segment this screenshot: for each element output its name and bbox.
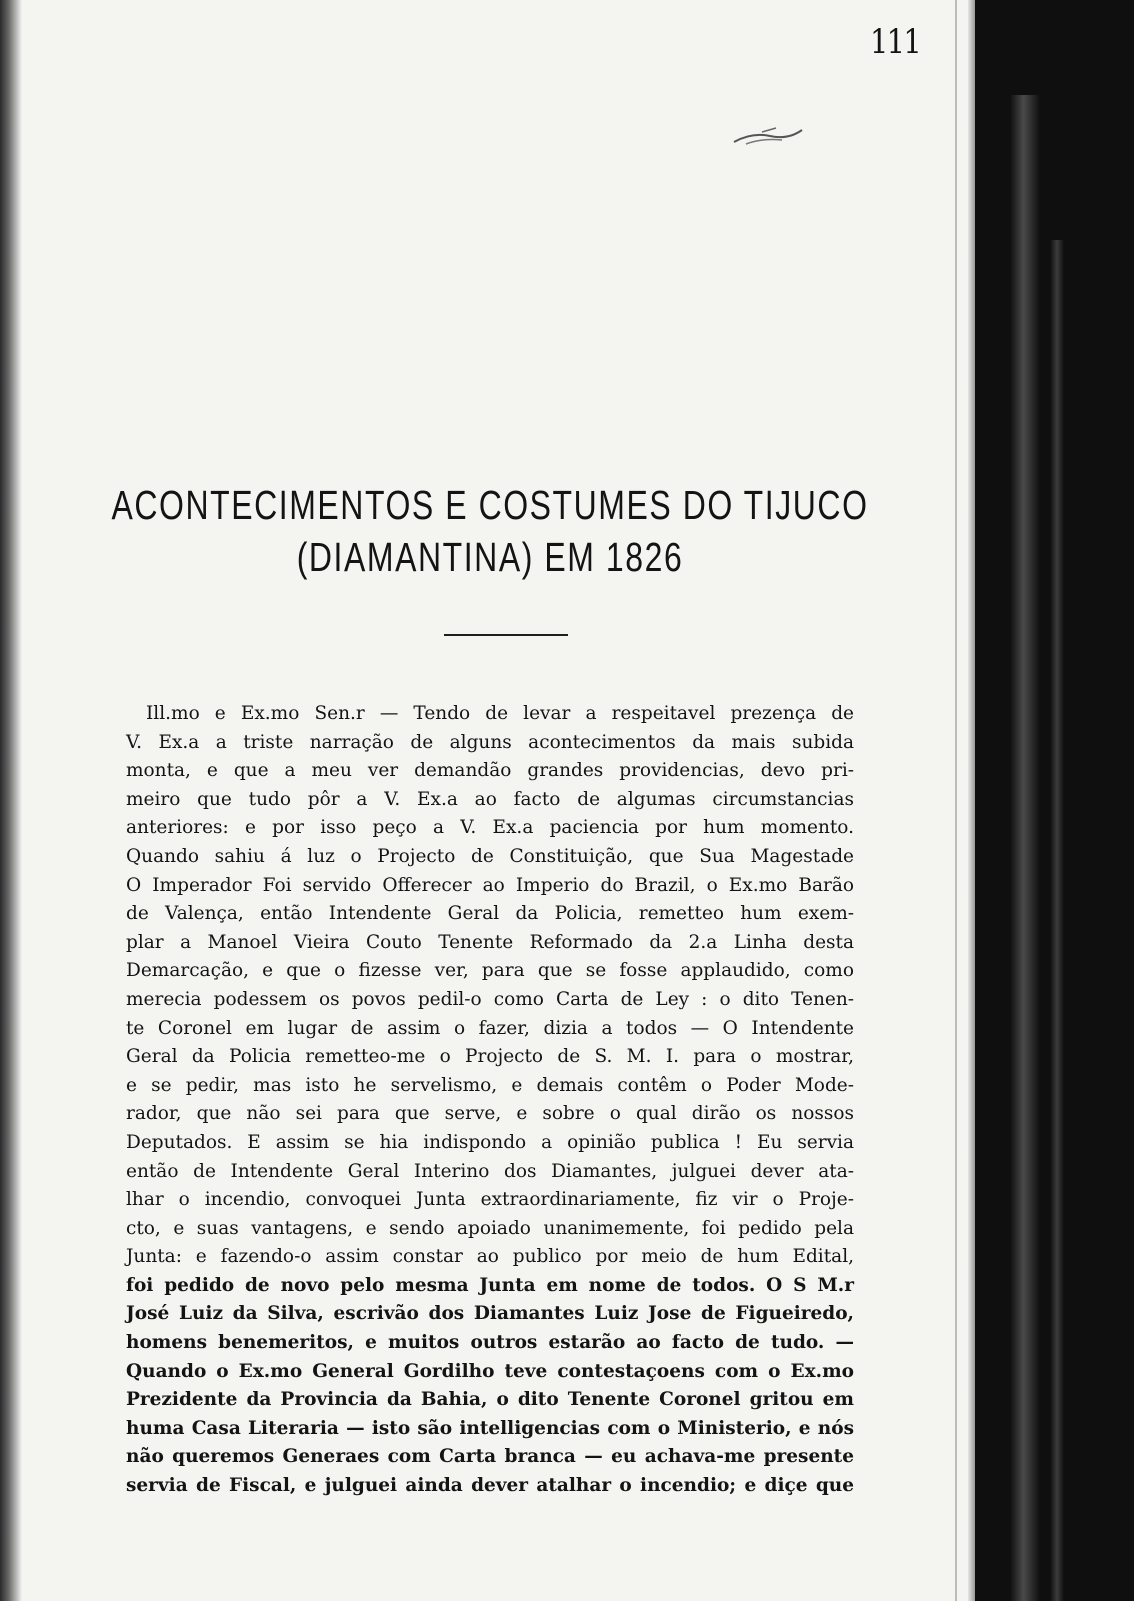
text-line: huma Casa Literaria — isto são intelligencias com o Ministerio, e nós [126, 1417, 854, 1439]
text-line: de Valença, então Intendente Geral da Policia, remetteo hum exem- [126, 903, 854, 925]
text-line: anteriores: e por isso peço a V. Ex.a paciencia por hum momento. [126, 817, 854, 839]
text-line: e se pedir, mas isto he servelismo, e demais contêm o Poder Mode- [126, 1074, 854, 1096]
text-line: lhar o incendio, convoquei Junta extraordinariamente, fiz vir o Proje- [126, 1189, 854, 1211]
text-line: Junta: e fazendo-o assim constar ao publico por meio de hum Edital, [126, 1246, 854, 1268]
text-line: Deputados. E assim se hia indispondo a opinião publica ! Eu servia [126, 1131, 854, 1153]
text-line: Geral da Policia remetteo-me o Projecto de S. M. I. para o mostrar, [126, 1046, 854, 1068]
text-line: então de Intendente Geral Interino dos Diamantes, julguei dever ata- [126, 1160, 854, 1182]
text-line: Prezidente da Provincia da Bahia, o dito Tenente Coronel gritou em [126, 1389, 854, 1411]
text-line: plar a Manoel Vieira Couto Tenente Reformado da 2.a Linha desta [126, 931, 854, 953]
text-line: meiro que tudo pôr a V. Ex.a ao facto de algumas circumstancias [126, 788, 854, 810]
text-line: O Imperador Foi servido Offerecer ao Imperio do Brazil, o Ex.mo Barão [126, 874, 854, 896]
text-line: Ill.mo e Ex.mo Sen.r — Tendo de levar a respeitavel prezença de [146, 703, 854, 724]
text-line: não queremos Generaes com Carta branca — eu achava-me presente [126, 1446, 854, 1468]
binding-strip-inner [1050, 240, 1064, 1601]
text-line: José Luiz da Silva, escrivão dos Diamantes Luiz Jose de Figueiredo, [126, 1303, 854, 1325]
text-line: te Coronel em lugar de assim o fazer, dizia a todos — O Intendente [126, 1017, 854, 1039]
title-rule [444, 634, 568, 636]
text-line: servia de Fiscal, e julguei ainda dever atalhar o incendio; e diçe que [126, 1475, 854, 1497]
title-line-2: (DIAMANTINA) EM 1826 [296, 534, 684, 580]
scan-gutter-line [955, 0, 957, 1601]
text-line: Quando sahiu á luz o Projecto de Constituição, que Sua Magestade [126, 845, 854, 867]
text-line: V. Ex.a a triste narração de alguns acontecimentos da mais subida [126, 731, 854, 753]
text-line: merecia podessem os povos pedil-o como Carta de Ley : o dito Tenen- [126, 988, 854, 1010]
text-line: rador, que não sei para que serve, e sobre o qual dirão os nossos [126, 1103, 854, 1125]
binding-strip [1010, 95, 1040, 1601]
text-line: Demarcação, e que o fizesse ver, para que se fosse applaudido, como [126, 960, 854, 982]
text-line: foi pedido de novo pelo mesma Junta em nome de todos. O S M.r [126, 1274, 854, 1296]
text-line: monta, e que a meu ver demandão grandes providencias, devo pri- [126, 760, 854, 782]
text-line: cto, e suas vantagens, e sendo apoiado unanimemente, foi pedido pela [126, 1217, 854, 1239]
page-number: 111 [870, 22, 921, 62]
text-line: Quando o Ex.mo General Gordilho teve contestaçoens com o Ex.mo [126, 1360, 854, 1382]
ink-smudge [732, 126, 804, 148]
body-text [126, 700, 854, 1501]
title-line-1: ACONTECIMENTOS E COSTUMES DO TIJUCO [111, 482, 869, 528]
scan-left-edge [0, 0, 22, 1601]
text-line: homens benemeritos, e muitos outros estarão ao facto de tudo. — [126, 1332, 854, 1354]
